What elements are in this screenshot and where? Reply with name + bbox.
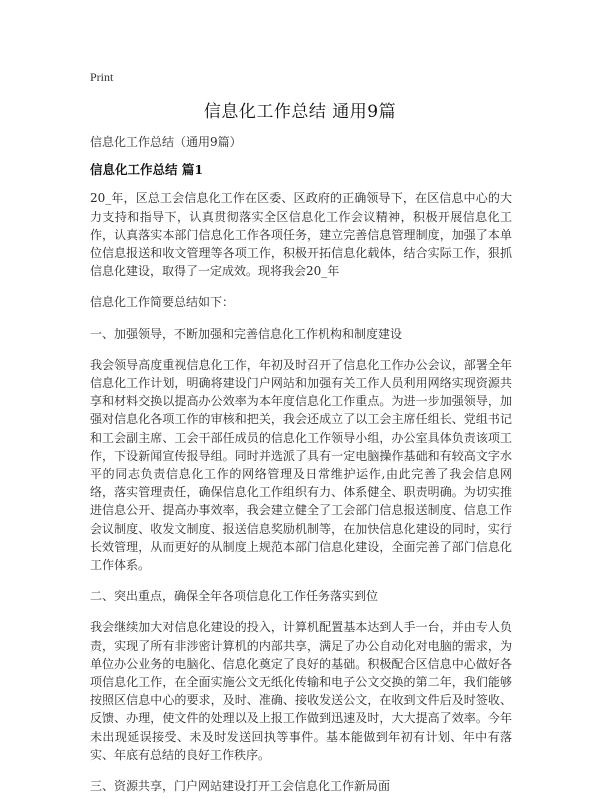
document-body — [90, 133, 512, 808]
section-title: 信息化工作总结 篇1 — [90, 162, 204, 178]
document-subtitle: 信息化工作总结（通用9篇） — [90, 135, 242, 149]
heading-section-2: 二、突出重点，确保全年各项信息化工作任务落实到位 — [90, 589, 379, 604]
paragraph-summary-lead: 信息化工作简要总结如下： — [90, 295, 235, 310]
paragraph-section-2: 我会继续加大对信息化建设的投入，计算机配置基本达到人手一台，并由专人负责，实现了所有非涉密计算机的内部共享，满足了办公自动化对电脑的需求，为单位办公业务的电脑化、信息化奠定了良好的基础。积极配合区信息中心做好各项信息化工作，在全面实施公文无纸化传输和电子公文交换的第二年，我们能够按照区信息中心的要求，及时、准确、接收发送公文，在收到文件后及时签收、反馈、办理，使文件的处理以及上报工作做到迅速及时，大大提高了效率。今年未出现延误接受、未及时发送回执等事件。基本能做到年初有计划、年中有落实、年底有总结的良好工作秩序。 — [90, 620, 512, 762]
heading-section-1: 一、加强领导，不断加强和完善信息化工作机构和制度建设 — [90, 326, 403, 341]
document-title: 信息化工作总结 通用9篇 — [203, 102, 397, 122]
paragraph-intro: 20_年，区总工会信息化工作在区委、区政府的正确领导下，在区信息中心的大力支持和指导下，认真贯彻落实全区信息化工作会议精神，积极开展信息化工作，认真落实本部门信息化工作各项任务，建立完善信息管理制度，加强了本单位信息报送和收文管理等各项工作，积极开拓信息化载体，结合实际工作，狠抓信息化建设，取得了一定成效。现将我会20_年 — [90, 191, 512, 279]
paragraph-section-1: 我会领导高度重视信息化工作，年初及时召开了信息化工作办公会议，部署全年信息化工作计划，明确将建设门户网站和加强有关工作人员利用网络实现资源共享和材料交换以提高办公效率为本年度信息化工作重点。为进一步加强领导，加强对信息化各项工作的审核和把关，我会还成立了以工会主席任组长、党组书记和工会副主席、工会干部任成员的信息化工作领导小组，办公室具体负责该项工作，下设新闻宣传报导组。同时并选派了具有一定电脑操作基础和有较高文字水平的同志负责信息化工作的网络管理及日常维护运作,由此完善了我会信息网络，落实管理责任，确保信息化工作组织有力、体系健全、职责明确。为切实推进信息公开、提高办事效率，我会建立健全了工会部门信息报送制度、信息工作会议制度、收发文制度、报送信息奖励机制等，在加快信息化建设的同时，实行长效管理，从而更好的从制度上规范本部门信息化建设，全面完善了部门信息化工作体系。 — [90, 357, 512, 573]
print-label: Print — [90, 70, 114, 84]
heading-section-3: 三、资源共享，门户网站建设打开工会信息化工作新局面 — [90, 779, 391, 794]
